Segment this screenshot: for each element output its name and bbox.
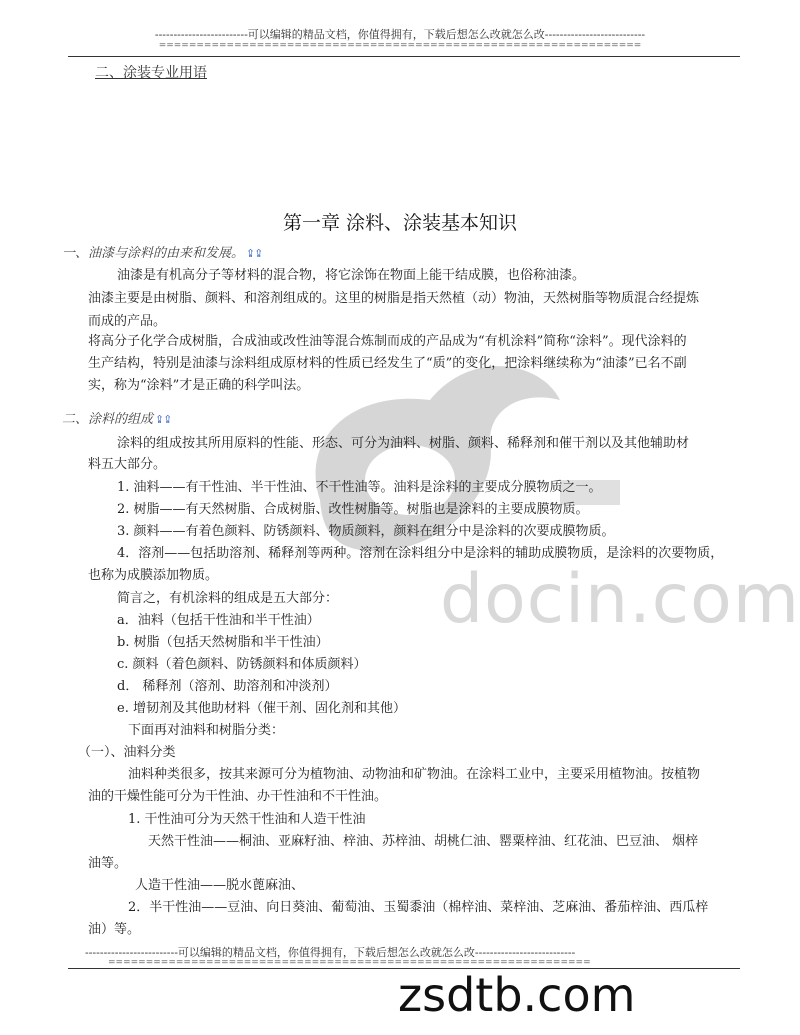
toc-link[interactable]: 二、涂装专业用语 (95, 65, 207, 81)
up-arrow-icon[interactable]: ⇪⇪ (155, 413, 172, 426)
list-item: c. 颜料（着色颜料、防锈颜料和体质颜料） (117, 657, 367, 672)
paragraph: 油漆是有机高分子等材料的混合物，将它涂饰在物面上能干结成膜，也俗称油漆。 (117, 268, 586, 283)
paragraph: 将高分子化学合成树脂，合成油或改性油等混合炼制而成的产品成为“有机涂料”简称“涂料”。现代涂料的 (88, 334, 687, 349)
header-rule (68, 56, 740, 57)
section-2-heading (62, 408, 171, 427)
paragraph: 涂料的组成按其所用原料的性能、形态、可分为油料、树脂、颜料、稀释剂和催干剂以及其他辅助材 (117, 436, 690, 451)
list-item: 2. 树脂——有天然树脂、合成树脂、改性树脂等。树脂也是涂料的主要成膜物质。 (117, 502, 589, 517)
list-item-cont: 油）等。 (88, 922, 141, 937)
list-item: 1. 干性油可分为天然干性油和人造干性油 (128, 812, 366, 827)
list-item: 3. 颜料——有着色颜料、防锈颜料、物质颜料，颜料在组分中是涂料的次要成膜物质。 (117, 524, 615, 539)
paragraph-cont: 油的干燥性能可分为干性油、办干性油和不干性油。 (88, 789, 388, 804)
list-item: b. 树脂（包括天然树脂和半干性油） (117, 635, 329, 650)
list-item-cont: 油等。 (88, 856, 128, 871)
section-1-heading (62, 242, 262, 261)
paragraph: 油料种类很多，按其来源可分为植物油、动物油和矿物油。在涂料工业中，主要采用植物油。按植物 (128, 767, 701, 782)
list-item: e. 增韧剂及其他助材料（催干剂、固化剂和其他） (117, 701, 406, 716)
chapter-title: 第一章 涂料、涂装基本知识 (282, 212, 518, 234)
watermark-text: docin.com (440, 560, 800, 639)
paragraph: 下面再对油料和树脂分类： (128, 723, 285, 738)
header-equals-line: ================================================================ (158, 41, 642, 51)
paragraph-cont: 料五大部分。 (88, 457, 167, 472)
section-1-heading-text: 一、油漆与涂料的由来和发展。 (62, 246, 245, 261)
footer-equals-line: ================================================================ (108, 958, 591, 968)
paragraph-cont: 生产结构，特别是油漆与涂料组成原材料的性质已经发生了“质”的变化，把涂料继续称为“油漆”已名不副 (88, 356, 687, 371)
paragraph-cont: 实，称为“涂料”才是正确的科学叫法。 (88, 378, 310, 393)
up-arrow-icon[interactable]: ⇪⇪ (246, 247, 263, 260)
subsection-heading: （一）、油料分类 (78, 745, 176, 760)
paragraph-cont: 而成的产品。 (88, 314, 167, 329)
list-item: 2．半干性油——豆油、向日葵油、葡萄油、玉蜀黍油（棉梓油、菜梓油、芝麻油、番茄梓油、西瓜梓 (128, 900, 709, 915)
paragraph: 油漆主要是由树脂、颜料、和溶剂组成的。这里的树脂是指天然植（动）物油，天然树脂等物质混合经提炼 (88, 291, 700, 306)
section-2-heading-text: 二、涂料的组成 (62, 412, 154, 427)
list-item: 4．溶剂——包括助溶剂、稀释剂等两种。溶剂在涂料组分中是涂料的辅助成膜物质，是涂料的次要物质， (117, 546, 724, 561)
list-item-cont: 也称为成膜添加物质。 (88, 568, 219, 583)
footer-notice: -------------------------可以编辑的精品文档，你值得拥有，下载后想怎么改就怎么改--------------------------- (85, 946, 576, 959)
header-notice: -------------------------可以编辑的精品文档，你值得拥有，下载后想怎么改就怎么改--------------------------- (154, 28, 646, 41)
list-item: 天然干性油——桐油、亚麻籽油、梓油、苏梓油、胡桃仁油、罂粟梓油、红花油、巴豆油、 烟梓 (148, 834, 699, 849)
list-item: 1. 油料——有干性油、半干性油、不干性油等。油料是涂料的主要成分膜物质之一。 (117, 480, 602, 495)
paragraph: 简言之，有机涂料的组成是五大部分： (117, 591, 339, 606)
list-item: d． 稀释剂（溶剂、助溶剂和冲淡剂） (117, 679, 338, 694)
site-watermark-text: zsdtb.com (398, 968, 636, 1022)
list-item: 人造干性油——脱水蓖麻油、 (135, 878, 305, 893)
list-item: a．油料（包括干性油和半干性油） (117, 613, 320, 628)
